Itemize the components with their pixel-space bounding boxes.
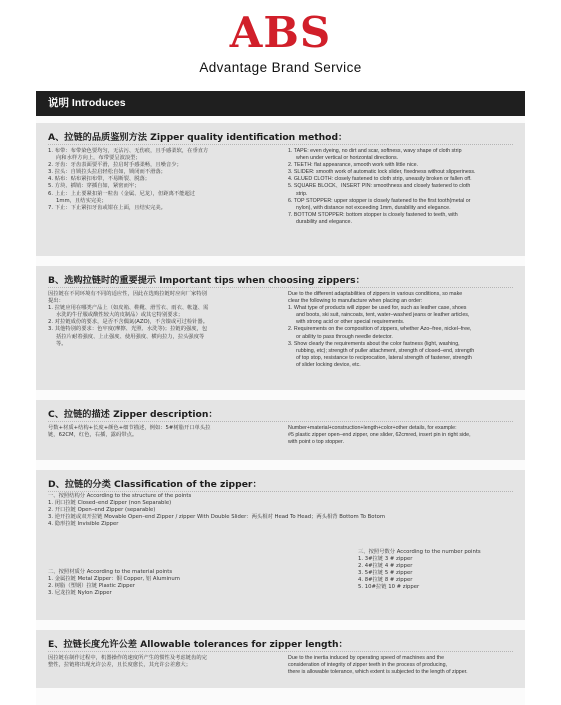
list-item: 5. 10#拉链 10 # zipper (358, 584, 420, 591)
text-line: 1. 拉链应用在哪类产品上（如皮箱、鞋靴、滑雪衣、雨衣、帐篷、需 (48, 305, 209, 312)
text-line: 1. What type of products will zipper be used for, such as leather case, shoes (288, 305, 467, 312)
text-line: of top stop, resistance to reciprocation, lateral strength of fastener, strength (296, 354, 472, 361)
text-line: Due to the different adaptabilities of zippers in various conditions, so make (288, 291, 463, 297)
text-line: 2. TEETH: flat appearance, smooth work with little nice. (288, 162, 419, 169)
number-group (358, 549, 518, 592)
section-a-title: A、拉链的品质鉴别方法 Zipper quality identification method： (48, 132, 348, 143)
text-line: of slider locking device, etc. (296, 361, 361, 368)
text-line: 2. 牙齿：牙齿表面要平滑，拉启时手感柔畅，且噪音少； (48, 162, 182, 169)
list-item: 1. 闭口拉链 Closed–end Zipper (non Separable) (48, 500, 172, 507)
section-c-panel (36, 400, 525, 460)
text-line: 5. 方块、插销：穿插自如，紧密而牢； (48, 183, 140, 190)
list-item: 3. 逆开拉链或双开拉链 Movable Open–end Zipper / zipper With Double Slider：两头相对 Head To Head；两头相背 Bottom To Botom (48, 514, 386, 521)
section-d-panel (36, 470, 525, 620)
list-item: 1. 金属拉链 Metal Zipper：铜 Copper, 铝 Aluminum (48, 576, 180, 583)
text-line: consideration of integrity of zipper teeth in the process of producing, (288, 662, 447, 669)
list-item: 2. 开口拉链 Open–end Zipper (separable) (48, 507, 156, 514)
section-b-panel (36, 266, 525, 390)
section-b-title: B、选购拉链时的重要提示 Important tips when choosing zippers： (48, 275, 365, 286)
text-line: 号数+材质+结构+长度+颜色+细节描述，例如：5#树脂开口单头拉 (48, 425, 211, 431)
text-line: 7. 下止：下止紧扣牙齿或钳在上面，且结实完美。 (48, 204, 166, 211)
text-line: rubbing, etc); strength of puller attachment, strength of closed–end, strength (296, 347, 475, 354)
text-line: 向和水样方向上，布带要呈波浪型； (56, 155, 141, 162)
text-line: when under vertical or horizontal directions. (296, 155, 399, 162)
section-e-divider (48, 651, 513, 652)
list-item: 3. 5#拉链 5 # zipper (358, 570, 413, 577)
section-d-divider (48, 491, 513, 492)
section-a-en (288, 148, 516, 226)
text-line: 链，62CM，红色，右插，露码带点。 (48, 432, 138, 439)
section-e-en (288, 655, 516, 676)
material-heading: 二、按照材质分 According to the material points (48, 569, 173, 575)
structure-heading: 一、按照结构分 According to the structure of the points (48, 493, 192, 499)
section-b-en (288, 291, 516, 369)
text-line: 因拉链在不同环境有不同的适应性，因此在选购拉链时应向厂家特别 (48, 291, 207, 297)
section-e-title: E、拉链长度允许公差 Allowable tolerances for zipper length： (48, 639, 348, 650)
text-line: 3. Show clearly the requirements about the color fastness (light, washing, (288, 340, 460, 347)
section-a-divider (48, 144, 513, 145)
text-line: 3. SLIDER: smooth work of automatic lock slider, fixedness without slipperiness. (288, 169, 476, 176)
list-item: 3. 尼龙拉链 Nylon Zipper (48, 590, 112, 597)
text-line: or ability to pass through needle detector. (296, 333, 393, 340)
text-line: there is allowable tolerance, which extent is subjected to the length of zipper. (288, 669, 468, 676)
text-line: 5. SQUARE BLOCK、INSERT PIN: smoothness and closely fastened to cloth (288, 183, 471, 190)
text-line: 4. GLUED CLOTH: closely fastened to cloth strip, uneasily broken or fallen off. (288, 176, 472, 183)
text-line: #5 plastic zipper open–end zipper, one slider, 62cmred, insert pin in right side, (288, 432, 471, 439)
text-line: 6. TOP STOPPER: upper stopper is closely fastened to the first tooth(metal or (288, 197, 471, 204)
text-line: 7. BOTTOM STOPPER: bottom stopper is closely fastened to teeth, with (288, 211, 458, 218)
text-line: 1mm，且结实完美； (56, 197, 107, 204)
text-line: 2. 对拉链成份的要求，是否不含偶氮(AZO)，不含镍或可过检针器。 (48, 319, 209, 326)
structure-group (48, 493, 516, 528)
section-a-zh (48, 148, 276, 212)
list-item: 2. 4#拉链 4 # zipper (358, 563, 413, 570)
section-d-title: D、拉链的分类 Classification of the zipper： (48, 479, 262, 490)
section-a-panel (36, 123, 525, 256)
text-line: 2. Requirements on the composition of zippers, whether Azo–free, nickel–free, (288, 326, 472, 333)
text-line: 等。 (56, 340, 67, 347)
section-e-panel (36, 630, 525, 688)
section-c-zh (48, 425, 276, 439)
text-line: strip. (296, 190, 308, 197)
list-item: 4. 8#拉链 8 # zipper (358, 577, 413, 584)
text-line: durability and elegance. (296, 218, 352, 225)
text-line: and boots, ski suit, raincoats, tent, water–washed jeans or leather articles, (296, 312, 470, 319)
text-line: Number+material+construction+length+color+other details, for example: (288, 425, 457, 431)
text-line: 因拉链在制作过程中，机器操作的速度所产生的惯性及考虑链齿的完 (48, 655, 207, 661)
abs-logo: ABS (229, 8, 332, 57)
text-line: 整性，拉链将出现允许公差，且长度愈长，其允许公差愈大； (48, 662, 192, 669)
text-line: with strong acid or other special requirements. (296, 319, 405, 326)
text-line: Due to the inertia induced by operating speed of machines and the (288, 655, 445, 661)
text-line: 1. 布带：布带染色要均匀，无沾污、无伤痕，且手感柔软，在垂直方 (48, 148, 209, 154)
text-line: 4. 贴布：贴布紧扣布带，不易断裂、脱落； (48, 176, 151, 183)
text-line: 提出： (48, 298, 64, 305)
text-line: 水洗的牛仔服或酸性较大的皮制品）或其它特别要求； (56, 312, 184, 319)
section-c-title: C、拉链的描述 Zipper description： (48, 409, 218, 420)
text-line: clear the following to manufacture when placing an order: (288, 298, 423, 305)
text-line: 3. 拉头：自锁拉头拉启轻松自如，锁闭而不滑落； (48, 169, 166, 176)
brand-tagline: Advantage Brand Service (199, 60, 362, 75)
text-line: 3. 其他特别的要求：色牢度(摩擦、光照、水洗等)；拉链的强度，包 (48, 326, 208, 333)
section-c-en (288, 425, 516, 446)
section-e-zh (48, 655, 276, 669)
section-b-divider (48, 287, 513, 288)
introduces-header: 说明 Introduces (36, 91, 525, 116)
text-line: 括拉片耐着强度、上止强度、使用强度、横向拉力，拉头强度等 (56, 333, 205, 340)
text-line: 6. 上止：上止要紧扣第一粒齿（金属、尼龙），但距离不能超过 (48, 190, 196, 197)
section-c-divider (48, 421, 513, 422)
section-b-zh (48, 291, 276, 348)
number-heading: 三、按照号数分 According to the number points (358, 549, 481, 555)
list-item: 4. 隐形拉链 Invisible Zipper (48, 521, 119, 528)
list-item: 2. 树脂（塑钢）拉链 Plastic Zipper (48, 583, 135, 590)
logo-area (0, 0, 561, 100)
text-line: nylon), with distance not exceeding 1mm, durability and elegance. (296, 204, 451, 211)
text-line: 1. TAPE: even dyeing, no dirt and scar, softness, wavy shape of cloth strip (288, 148, 462, 154)
material-group (48, 569, 348, 597)
list-item: 1. 3#拉链 3 # zipper (358, 556, 413, 563)
text-line: with point o top stopper. (288, 439, 344, 446)
